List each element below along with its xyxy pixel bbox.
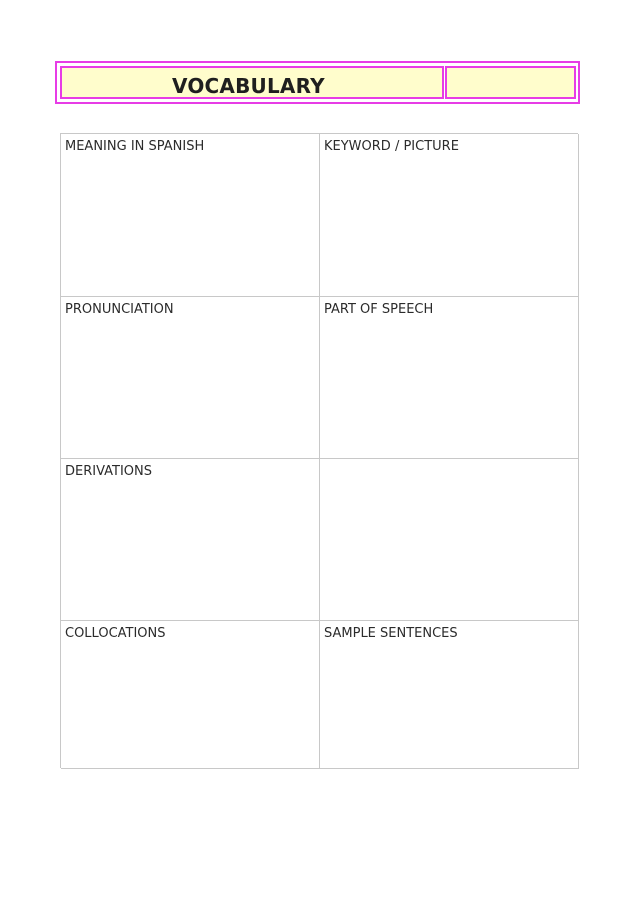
empty-cell <box>320 459 579 621</box>
vocabulary-grid <box>60 133 578 768</box>
keyword-picture-label: KEYWORD / PICTURE <box>324 139 459 154</box>
meaning-in-spanish-label: MEANING IN SPANISH <box>65 139 205 154</box>
sample-sentences-label: SAMPLE SENTENCES <box>324 626 458 641</box>
meaning-in-spanish-cell <box>61 134 320 297</box>
collocations-label: COLLOCATIONS <box>65 626 166 641</box>
pronunciation-label: PRONUNCIATION <box>65 302 174 317</box>
collocations-cell <box>61 621 320 769</box>
header-title-cell <box>60 66 444 99</box>
header-blank-box <box>445 66 576 99</box>
pronunciation-cell <box>61 297 320 459</box>
derivations-cell <box>61 459 320 621</box>
vocabulary-header <box>55 61 580 104</box>
part-of-speech-label: PART OF SPEECH <box>324 302 434 317</box>
keyword-picture-cell <box>320 134 579 297</box>
derivations-label: DERIVATIONS <box>65 464 153 479</box>
part-of-speech-cell <box>320 297 579 459</box>
sample-sentences-cell <box>320 621 579 769</box>
page-title: VOCABULARY <box>172 74 325 98</box>
